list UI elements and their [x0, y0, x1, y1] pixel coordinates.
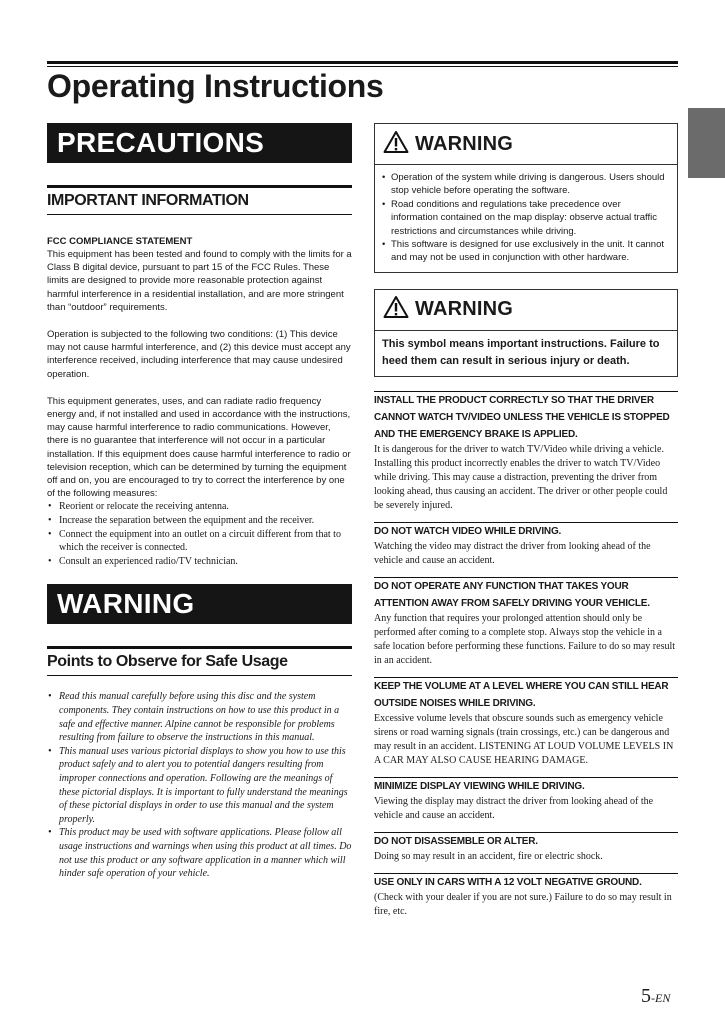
- warning-item-body: Watching the video may distract the driver from looking ahead of the vehicle and cause an accident.: [374, 540, 651, 566]
- page-number-value: 5: [641, 985, 651, 1007]
- warning-item-heading: DO NOT WATCH VIDEO WHILE DRIVING.: [374, 525, 562, 537]
- list-item: • Operation of the system while driving is dangerous. Users should stop vehicle before operating the software.: [379, 171, 667, 198]
- page-title: Operating Instructions: [47, 68, 384, 104]
- list-item: • Reorient or relocate the receiving antenna.: [47, 500, 352, 514]
- warning-item-heading: DO NOT DISASSEMBLE OR ALTER.: [374, 835, 538, 847]
- warning-title: WARNING: [415, 298, 514, 321]
- list-item: • Read this manual carefully before using this disc and the system components. They contain instructions on how to use this product in a safe and effective manner. Alpine cannot be responsible for problems resulting from failure to observe the instructions in this manual.: [47, 690, 352, 744]
- fcc-heading: FCC COMPLIANCE STATEMENT: [47, 236, 193, 247]
- warning-box-body: [375, 165, 677, 272]
- warning-item-heading: KEEP THE VOLUME AT A LEVEL WHERE YOU CAN STILL HEAR OUTSIDE NOISES WHILE DRIVING.: [374, 680, 669, 709]
- warning-item-body: (Check with your dealer if you are not sure.) Failure to do so may result in fire, etc.: [374, 891, 672, 917]
- warning-triangle-icon: [383, 295, 409, 324]
- fcc-paragraph-2: Operation is subjected to the following two conditions: (1) This device may not cause harmful interference, and (2) this device must accept any interference received, including interference that may cause undesired operation.: [47, 329, 351, 380]
- list-item: • Connect the equipment into an outlet on a circuit different from that to which the receiver is connected.: [47, 528, 352, 555]
- safe-usage-heading: Points to Observe for Safe Usage: [47, 646, 352, 676]
- warning-box-header: [375, 290, 677, 331]
- important-information-heading: IMPORTANT INFORMATION: [47, 185, 352, 215]
- warning-box-header: [375, 124, 677, 165]
- list-item: • Consult an experienced radio/TV technician.: [47, 555, 352, 569]
- warning-symbol-note: This symbol means important instructions. Failure to heed them can result in serious injury or death.: [382, 337, 660, 367]
- warning-title: WARNING: [415, 132, 514, 155]
- warning-item-heading: INSTALL THE PRODUCT CORRECTLY SO THAT THE DRIVER CANNOT WATCH TV/VIDEO UNLESS THE VEHICLE IS STOPPED AND THE EMERGENCY BRAKE IS APPLIED.: [374, 394, 670, 440]
- warning-item-body: It is dangerous for the driver to watch TV/Video while driving a vehicle. Installing this product incorrectly enables the driver to watch TV/Video while driving. This may cause a distraction, preventing the driver from looking ahead, thus causing an accident. The driver or other people could be severely injured.: [374, 443, 668, 511]
- list-item: • This manual uses various pictorial displays to show you how to use this product safely and to alert you to potential dangers resulting from improper connections and operation. Following are the meanings of these pictorial displays. It is important to fully understand the meanings of these pictorial displays in order to use this manual and the system properly.: [47, 745, 352, 827]
- fcc-paragraph-3: This equipment generates, uses, and can radiate radio frequency energy and, if not installed and used in accordance with the instructions, may cause harmful interference to radio communications. However, there is no guarantee that interference will not occur in a particular installation. If this equipment does cause harmful interference to radio or television reception, which can be determined by turning the equipment off and on, you are encouraged to try to correct the interference by one of the following measures:: [47, 395, 351, 500]
- list-item: • This software is designed for use exclusively in the unit. It cannot and may not be used in conjunction with other hardware.: [379, 238, 667, 265]
- fcc-paragraph-1: This equipment has been tested and found to comply with the limits for a Class B digital device, pursuant to part 15 of the FCC Rules. These limits are designed to provide more reasonable protection against harmful interference in a residential installation, and are more stringent than “outdoor” requirements.: [47, 249, 352, 313]
- chapter-tab: [688, 108, 725, 178]
- top-rule-thin: [47, 66, 678, 67]
- top-rule: [47, 61, 678, 64]
- warning-items: [374, 391, 678, 919]
- warning-box-software: [374, 123, 678, 273]
- warning-item-body: Any function that requires your prolonged attention should only be performed after coming to a complete stop. Always stop the vehicle in a safe location before performing these functions. Failure to do so may result in an accident.: [374, 612, 676, 666]
- page-number-suffix: -EN: [651, 991, 671, 1005]
- warning-banner: WARNING: [47, 584, 352, 624]
- precautions-banner: PRECAUTIONS: [47, 123, 352, 163]
- page-number: [641, 985, 670, 1008]
- warning-item-heading: DO NOT OPERATE ANY FUNCTION THAT TAKES YOUR ATTENTION AWAY FROM SAFELY DRIVING YOUR VEHICLE.: [374, 580, 650, 609]
- warning-box-symbol: [374, 289, 678, 377]
- warning-item-heading: MINIMIZE DISPLAY VIEWING WHILE DRIVING.: [374, 780, 585, 792]
- warning-triangle-icon: [383, 130, 409, 159]
- list-item: • This product may be used with software applications. Please follow all usage instructions and warnings when using this product at all times. Do not use this product or any software application in a manner which will hinder safe operation of your vehicle.: [47, 826, 352, 880]
- warning-item-body: Viewing the display may distract the driver from looking ahead of the vehicle and cause an accident.: [374, 795, 654, 821]
- right-column: [374, 123, 678, 919]
- interference-measures-list: [47, 500, 352, 568]
- list-item: • Increase the separation between the equipment and the receiver.: [47, 514, 352, 528]
- warning-item-body: Excessive volume levels that obscure sounds such as emergency vehicle sirens or road warning signals (train crossings, etc.) can be dangerous and may result in an accident. LISTENING AT LOUD VOLUME LEVELS IN A CAR MAY ALSO CAUSE HEARING DAMAGE.: [374, 712, 674, 766]
- left-column: [47, 123, 352, 881]
- warning-item-heading: USE ONLY IN CARS WITH A 12 VOLT NEGATIVE GROUND.: [374, 876, 642, 888]
- list-item: • Road conditions and regulations take precedence over information contained on the map display: observe actual traffic restrictions and circumstances while driving.: [379, 198, 667, 238]
- warning-item-body: Doing so may result in an accident, fire or electric shock.: [374, 850, 603, 862]
- safe-usage-list: [47, 690, 352, 880]
